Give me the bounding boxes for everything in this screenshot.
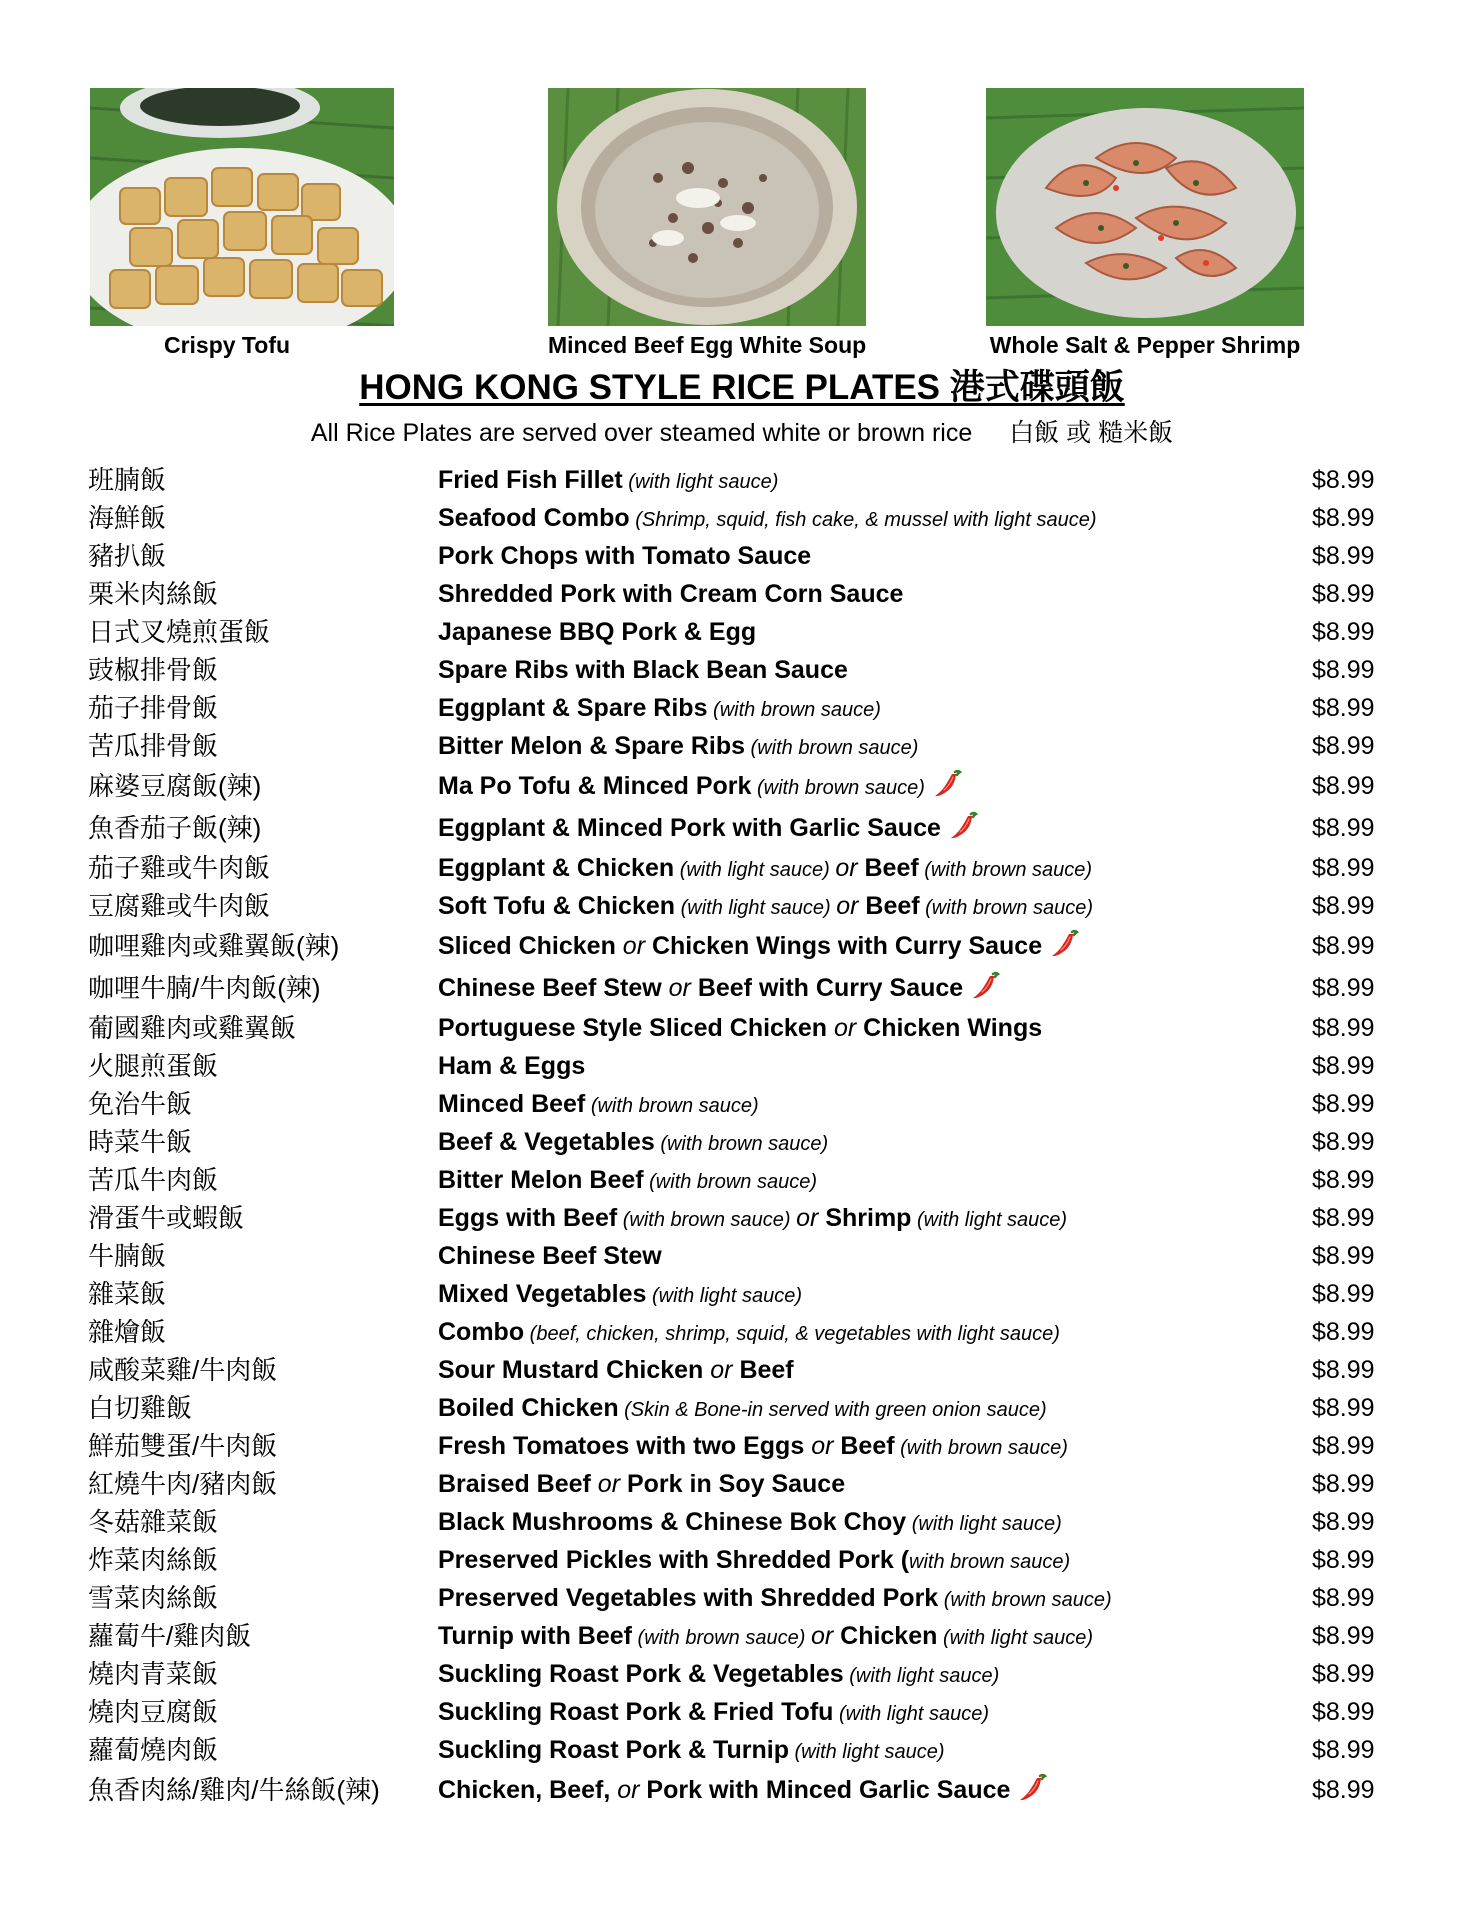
menu-item-dish-name: Fried Fish Fillet	[438, 466, 623, 494]
menu-item-chinese-name: 班腩飯	[88, 465, 167, 495]
menu-item-description	[438, 1389, 1047, 1429]
menu-item-dish-name: Seafood Combo	[438, 504, 630, 532]
menu-item-description	[438, 1085, 759, 1125]
menu-item-chinese-name: 咖哩牛腩/牛肉飯(辣)	[88, 973, 321, 1003]
menu-item-or: or	[617, 1776, 640, 1804]
menu-item-chinese-name: 鮮茄雙蛋/牛肉飯	[88, 1431, 278, 1461]
menu-item-sauce-note: (Skin & Bone-in served with green onion sauce)	[618, 1399, 1047, 1421]
menu-item-dish-name: Sliced Chicken	[438, 932, 623, 960]
menu-item-chinese-name: 蘿蔔燒肉飯	[88, 1735, 219, 1765]
menu-item-dish-name: Beef with Curry Sauce	[690, 974, 964, 1002]
menu-item-price: $8.99	[1312, 466, 1375, 494]
menu-item	[0, 1275, 1484, 1313]
menu-item-chinese-name: 麻婆豆腐飯(辣)	[88, 771, 262, 801]
menu-item-description	[438, 849, 1092, 889]
menu-item-price: $8.99	[1312, 814, 1375, 842]
menu-item-chinese-name: 冬菇雜菜飯	[88, 1507, 219, 1537]
menu-item-description	[438, 613, 756, 651]
menu-item-chinese-name: 魚香茄子飯(辣)	[88, 813, 262, 843]
menu-item	[0, 1351, 1484, 1389]
menu-item	[0, 1237, 1484, 1275]
menu-item-chinese-name: 炸菜肉絲飯	[88, 1545, 219, 1575]
menu-item	[0, 1123, 1484, 1161]
menu-item-sauce-note: (with brown sauce)	[643, 1171, 817, 1193]
menu-item-chinese-name: 栗米肉絲飯	[88, 579, 219, 609]
menu-item-chinese-name: 雜燴飯	[88, 1317, 167, 1347]
menu-item-sauce-note: (with brown sauce)	[585, 1095, 759, 1117]
subheading	[0, 413, 1484, 449]
menu-item-dish-name: Mixed Vegetables	[438, 1280, 647, 1308]
menu-item-chinese-name: 苦瓜牛肉飯	[88, 1165, 219, 1195]
menu-item-price: $8.99	[1312, 1584, 1375, 1612]
menu-item-price: $8.99	[1312, 1698, 1375, 1726]
menu-item-dish-name: Ma Po Tofu & Minced Pork	[438, 772, 752, 800]
menu-item-chinese-name: 咖哩雞肉或雞翼飯(辣)	[88, 931, 340, 961]
menu-item-price: $8.99	[1312, 1318, 1375, 1346]
menu-item-description	[438, 1009, 1042, 1047]
subheading-english: All Rice Plates are served over steamed white or brown rice	[310, 419, 973, 447]
menu-item-chinese-name: 紅燒牛肉/豬肉飯	[88, 1469, 278, 1499]
menu-item-dish-name: Chicken	[833, 1622, 938, 1650]
chili-pepper-icon	[1050, 928, 1080, 958]
menu-item-description	[438, 1579, 1112, 1619]
menu-item-dish-name: Preserved Vegetables with Shredded Pork	[438, 1584, 939, 1612]
menu-item-sauce-note: (with light sauce)	[937, 1627, 1094, 1649]
menu-item-sauce-note: (with brown sauce)	[751, 777, 925, 799]
menu-item-dish-name: Japanese BBQ Pork & Egg	[438, 618, 757, 646]
menu-item	[0, 575, 1484, 613]
menu-item	[0, 727, 1484, 765]
menu-item-sauce-note: (with light sauce)	[622, 471, 779, 493]
menu-item-chinese-name: 火腿煎蛋飯	[88, 1051, 219, 1081]
menu-item-chinese-name: 豬扒飯	[88, 541, 167, 571]
menu-item-description	[438, 1655, 999, 1695]
menu-item	[0, 461, 1484, 499]
menu-item	[0, 1655, 1484, 1693]
menu-item-sauce-note: (with brown sauce)	[918, 859, 1093, 881]
menu-item-chinese-name: 豆腐雞或牛肉飯	[88, 891, 271, 921]
menu-item-description	[438, 1693, 989, 1733]
menu-item-description	[438, 499, 1097, 539]
menu-item-chinese-name: 日式叉燒煎蛋飯	[88, 617, 271, 647]
menu-item	[0, 765, 1484, 807]
menu-item-description	[438, 1313, 1060, 1353]
photo-caption: Whole Salt & Pepper Shrimp	[989, 332, 1301, 358]
menu-item-chinese-name: 雪菜肉絲飯	[88, 1583, 219, 1613]
menu-item-chinese-name: 豉椒排骨飯	[88, 655, 219, 685]
menu-item	[0, 651, 1484, 689]
menu-item-price: $8.99	[1312, 772, 1375, 800]
menu-item-description	[438, 925, 1080, 967]
menu-item-price: $8.99	[1312, 1128, 1375, 1156]
menu-item-price: $8.99	[1312, 1166, 1375, 1194]
menu-item-description	[438, 765, 963, 809]
menu-item-description	[438, 1769, 1048, 1811]
menu-item-description	[438, 807, 979, 849]
menu-item-dish-name: Chicken Wings with Curry Sauce	[645, 932, 1043, 960]
menu-item-price: $8.99	[1312, 1280, 1375, 1308]
menu-item-or: or	[836, 892, 859, 920]
menu-item-description	[438, 1199, 1067, 1239]
menu-item-dish-name: Black Mushrooms & Chinese Bok Choy	[438, 1508, 907, 1536]
subheading-chinese: 白飯 或 糙米飯	[1009, 419, 1174, 447]
menu-item-price: $8.99	[1312, 1776, 1375, 1804]
chili-pepper-icon	[971, 970, 1001, 1000]
menu-item	[0, 1047, 1484, 1085]
menu-item-sauce-note: (with light sauce)	[675, 897, 837, 919]
menu-item-dish-name: Beef	[857, 854, 919, 882]
menu-item-price: $8.99	[1312, 1660, 1375, 1688]
menu-item-chinese-name: 雜菜飯	[88, 1279, 167, 1309]
menu-item-price: $8.99	[1312, 932, 1375, 960]
menu-item-sauce-note: (with brown sauce)	[617, 1209, 797, 1231]
menu-item-price: $8.99	[1312, 1090, 1375, 1118]
menu-item-or: or	[811, 1432, 834, 1460]
menu-item-dish-name: Shrimp	[818, 1204, 912, 1232]
chili-pepper-icon	[949, 810, 979, 840]
menu-item-price: $8.99	[1312, 1394, 1375, 1422]
menu-item-dish-name: Fresh Tomatoes with two Eggs	[438, 1432, 812, 1460]
menu-item-dish-name: Ham & Eggs	[438, 1052, 586, 1080]
menu-item-dish-name: Combo	[438, 1318, 525, 1346]
menu-item-price: $8.99	[1312, 1242, 1375, 1270]
menu-item	[0, 1731, 1484, 1769]
menu-item	[0, 499, 1484, 537]
menu-item-price: $8.99	[1312, 542, 1375, 570]
menu-item-dish-name: Shredded Pork with Cream Corn Sauce	[438, 580, 904, 608]
menu-item-or: or	[796, 1204, 819, 1232]
menu-item-or: or	[833, 1014, 857, 1042]
page-title: HONG KONG STYLE RICE PLATES 港式碟頭飯	[359, 368, 1125, 407]
menu-item	[0, 1161, 1484, 1199]
menu-item	[0, 1769, 1484, 1811]
menu-item-or: or	[835, 854, 858, 882]
menu-item	[0, 1009, 1484, 1047]
menu-item-or: or	[668, 974, 691, 1002]
minced-beef-soup-photo	[548, 88, 866, 326]
menu-item-dish-name: Pork Chops with Tomato Sauce	[438, 542, 812, 570]
menu-item-sauce-note: (with light sauce)	[843, 1665, 1000, 1687]
menu-item-price: $8.99	[1312, 1736, 1375, 1764]
menu-item-price: $8.99	[1312, 1508, 1375, 1536]
menu-item	[0, 807, 1484, 849]
menu-item-dish-name: Suckling Roast Pork & Turnip	[438, 1736, 789, 1764]
menu-item-sauce-note: (with brown sauce)	[707, 699, 881, 721]
photo-card-crispy-tofu	[90, 88, 394, 359]
menu-item-chinese-name: 茄子雞或牛肉飯	[88, 853, 271, 883]
menu-item-dish-name: Preserved Pickles with Shredded Pork (	[438, 1546, 910, 1574]
menu-item-chinese-name: 苦瓜排骨飯	[88, 731, 219, 761]
menu-item-chinese-name: 葡國雞肉或雞翼飯	[88, 1013, 297, 1043]
menu-item-price: $8.99	[1312, 854, 1375, 882]
menu-item-price: $8.99	[1312, 974, 1375, 1002]
menu-item-dish-name: Beef & Vegetables	[438, 1128, 655, 1156]
menu-item-sauce-note: (with brown sauce)	[894, 1437, 1068, 1459]
menu-item-sauce-note: (with light sauce)	[788, 1741, 945, 1763]
menu-item-dish-name: Sour Mustard Chicken	[438, 1356, 711, 1384]
menu-item-dish-name: Portuguese Style Sliced Chicken	[438, 1014, 834, 1042]
menu-item-dish-name: Pork with Minced Garlic Sauce	[639, 1776, 1011, 1804]
menu-item	[0, 1579, 1484, 1617]
menu-item-dish-name: Soft Tofu & Chicken	[438, 892, 676, 920]
menu-item-sauce-note: (with light sauce)	[674, 859, 836, 881]
menu-item-description	[438, 1427, 1068, 1467]
menu-item-dish-name: Bitter Melon & Spare Ribs	[438, 732, 745, 760]
menu-item-sauce-note: (with brown sauce)	[938, 1589, 1112, 1611]
menu-item-description	[438, 1275, 802, 1315]
menu-item	[0, 1503, 1484, 1541]
menu-item-price: $8.99	[1312, 892, 1375, 920]
menu-item-dish-name: Beef	[858, 892, 920, 920]
menu-item-description	[438, 1351, 794, 1389]
menu-item-or: or	[710, 1356, 733, 1384]
menu-item	[0, 689, 1484, 727]
menu-item-price: $8.99	[1312, 1052, 1375, 1080]
photo-card-minced-beef-soup	[548, 88, 866, 359]
menu-item-sauce-note: (with brown sauce)	[745, 737, 919, 759]
chili-pepper-icon	[1018, 1772, 1048, 1802]
menu-item-description	[438, 537, 811, 575]
menu-item-chinese-name: 燒肉豆腐飯	[88, 1697, 219, 1727]
menu-item-description	[438, 1731, 945, 1771]
menu-item	[0, 537, 1484, 575]
menu-item-description	[438, 1503, 1062, 1543]
menu-item-chinese-name: 茄子排骨飯	[88, 693, 219, 723]
menu-item-description	[438, 651, 848, 689]
menu-item-sauce-note: (with light sauce)	[911, 1209, 1068, 1231]
menu-item-sauce-note: (with light sauce)	[906, 1513, 1062, 1535]
menu-item-description	[438, 1047, 585, 1085]
menu-item-description	[438, 1465, 845, 1503]
menu-item-dish-name: Braised Beef	[438, 1470, 598, 1498]
menu-item-description	[438, 1237, 662, 1275]
menu-item-dish-name: Suckling Roast Pork & Fried Tofu	[438, 1698, 834, 1726]
menu-item-chinese-name: 滑蛋牛或蝦飯	[88, 1203, 245, 1233]
menu-item-dish-name: Turnip with Beef	[438, 1622, 632, 1650]
menu-item-price: $8.99	[1312, 732, 1375, 760]
menu-item-chinese-name: 魚香肉絲/雞肉/牛絲飯(辣)	[88, 1775, 380, 1805]
menu-item-chinese-name: 時菜牛飯	[88, 1127, 193, 1157]
menu-item-dish-name: Eggplant & Minced Pork with Garlic Sauce	[438, 814, 941, 842]
menu-item	[0, 613, 1484, 651]
menu-item-dish-name: Beef	[833, 1432, 895, 1460]
menu-item-price: $8.99	[1312, 694, 1375, 722]
menu-item-price: $8.99	[1312, 618, 1375, 646]
menu-item-dish-name: Spare Ribs with Black Bean Sauce	[438, 656, 848, 684]
menu-item-or: or	[597, 1470, 621, 1498]
menu-item	[0, 1199, 1484, 1237]
menu-item-chinese-name: 牛腩飯	[88, 1241, 167, 1271]
crispy-tofu-photo	[90, 88, 394, 326]
menu-item-dish-name: Eggplant & Chicken	[438, 854, 675, 882]
menu-item-dish-name: Eggplant & Spare Ribs	[438, 694, 708, 722]
menu-item-price: $8.99	[1312, 580, 1375, 608]
menu-item-sauce-note: (beef, chicken, shrimp, squid, & vegetables with light sauce)	[524, 1323, 1060, 1345]
photo-caption: Minced Beef Egg White Soup	[548, 332, 867, 358]
menu-item-sauce-note: with brown sauce)	[909, 1551, 1071, 1573]
menu-item-chinese-name: 白切雞飯	[88, 1393, 193, 1423]
menu-item-dish-name: Boiled Chicken	[438, 1394, 619, 1422]
chili-pepper-icon	[933, 768, 963, 798]
menu-item-price: $8.99	[1312, 1470, 1375, 1498]
menu-item-sauce-note: (with brown sauce)	[919, 897, 1093, 919]
menu-item-sauce-note: (with brown sauce)	[654, 1133, 829, 1155]
menu-item-description	[438, 461, 778, 501]
menu-item-price: $8.99	[1312, 504, 1375, 532]
menu-item	[0, 925, 1484, 967]
salt-pepper-shrimp-photo	[986, 88, 1304, 326]
menu-item-dish-name: Chinese Beef Stew	[438, 1242, 662, 1270]
menu-item-sauce-note: (with brown sauce)	[631, 1627, 811, 1649]
menu-item	[0, 1389, 1484, 1427]
menu-item-dish-name: Minced Beef	[438, 1090, 586, 1118]
menu-item-sauce-note: (with light sauce)	[833, 1703, 990, 1725]
menu-item-price: $8.99	[1312, 1356, 1375, 1384]
menu-item-chinese-name: 燒肉青菜飯	[88, 1659, 219, 1689]
menu-item-description	[438, 575, 903, 613]
menu-item-description	[438, 689, 881, 729]
menu-item-price: $8.99	[1312, 1014, 1375, 1042]
menu-item-sauce-note: (Shrimp, squid, fish cake, & mussel with light sauce)	[629, 509, 1097, 531]
menu-item	[0, 887, 1484, 925]
menu-item-description	[438, 727, 918, 767]
menu-item-or: or	[810, 1622, 834, 1650]
photo-strip	[0, 88, 1484, 358]
menu-item-dish-name: Eggs with Beef	[438, 1204, 618, 1232]
menu-item	[0, 1541, 1484, 1579]
menu-item-dish-name: Suckling Roast Pork & Vegetables	[438, 1660, 844, 1688]
menu-item	[0, 1617, 1484, 1655]
menu-item-price: $8.99	[1312, 1204, 1375, 1232]
menu-item	[0, 1465, 1484, 1503]
menu-item-chinese-name: 蘿蔔牛/雞肉飯	[88, 1621, 252, 1651]
menu-item-chinese-name: 海鮮飯	[88, 503, 167, 533]
menu-item-price: $8.99	[1312, 1432, 1375, 1460]
menu-item-or: or	[622, 932, 646, 960]
menu-item-dish-name: Beef	[732, 1356, 794, 1384]
menu-item-dish-name: Chinese Beef Stew	[438, 974, 669, 1002]
menu-item	[0, 1085, 1484, 1123]
menu-item-price: $8.99	[1312, 656, 1375, 684]
menu-item	[0, 1313, 1484, 1351]
menu-item	[0, 1427, 1484, 1465]
menu-item-price: $8.99	[1312, 1622, 1375, 1650]
menu-item	[0, 849, 1484, 887]
menu-list	[0, 461, 1484, 1811]
menu-item-dish-name: Chicken, Beef,	[438, 1776, 618, 1804]
menu-item-description	[438, 967, 1001, 1009]
menu-item-description	[438, 1617, 1093, 1657]
menu-item-description	[438, 887, 1093, 927]
menu-item	[0, 1693, 1484, 1731]
menu-item-dish-name: Chicken Wings	[856, 1014, 1043, 1042]
photo-card-salt-pepper-shrimp	[986, 88, 1304, 359]
menu-item-description	[438, 1161, 817, 1201]
menu-item-chinese-name: 免治牛飯	[88, 1089, 193, 1119]
menu-item-sauce-note: (with light sauce)	[646, 1285, 803, 1307]
menu-item	[0, 967, 1484, 1009]
menu-item-description	[438, 1123, 828, 1163]
menu-item-dish-name: Pork in Soy Sauce	[620, 1470, 846, 1498]
menu-item-chinese-name: 咸酸菜雞/牛肉飯	[88, 1355, 278, 1385]
menu-item-price: $8.99	[1312, 1546, 1375, 1574]
menu-item-description	[438, 1541, 1070, 1581]
photo-caption: Crispy Tofu	[163, 332, 291, 358]
menu-item-dish-name: Bitter Melon Beef	[438, 1166, 644, 1194]
